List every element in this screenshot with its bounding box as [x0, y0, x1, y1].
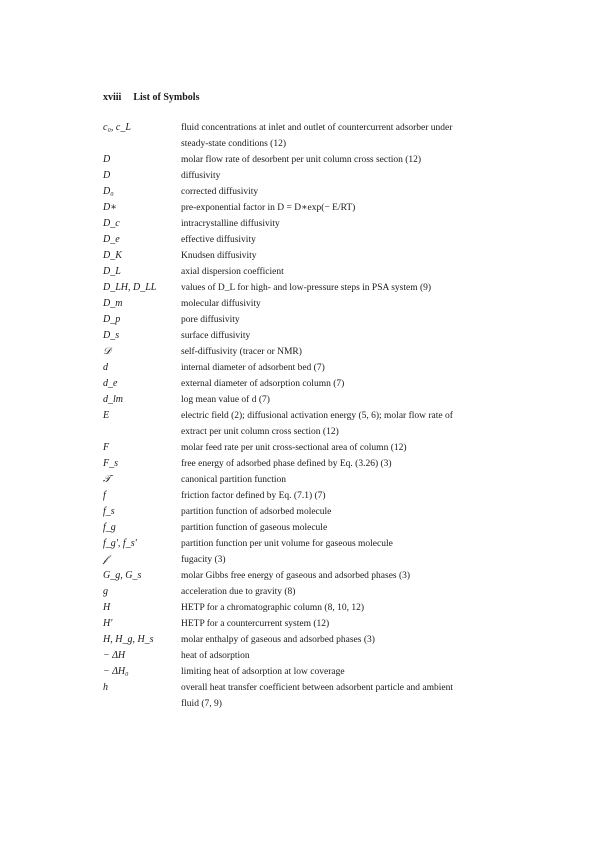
symbol: D_p	[103, 314, 121, 325]
symbol-entry	[103, 296, 463, 312]
definition: molar Gibbs free energy of gaseous and adsorbed phases (3)	[181, 571, 411, 581]
page-title: List of Symbols	[133, 92, 200, 103]
symbol-entry	[103, 280, 463, 296]
symbol-entry	[103, 440, 463, 456]
page-header	[103, 92, 199, 103]
symbol: f	[103, 490, 106, 501]
symbol-entry	[103, 568, 463, 584]
symbol-entry	[103, 488, 463, 504]
symbol-entry	[103, 632, 463, 648]
symbol-entry	[103, 584, 463, 600]
definition: intracrystalline diffusivity	[181, 219, 280, 229]
definition: pre-exponential factor in D = D∗exp(− E/RT)	[181, 203, 356, 213]
symbol-entry	[103, 616, 463, 632]
definition: effective diffusivity	[181, 235, 256, 245]
definition: HETP for a countercurrent system (12)	[181, 619, 330, 629]
symbol: G_g, G_s	[103, 570, 142, 581]
symbol: D	[103, 154, 111, 165]
definition: pore diffusivity	[181, 315, 240, 325]
definition: self-diffusivity (tracer or NMR)	[181, 347, 302, 357]
definition: overall heat transfer coefficient between adsorbent particle and ambient fluid (7, 9)	[181, 683, 454, 709]
definition: log mean value of d (7)	[181, 395, 270, 405]
symbol-entry	[103, 168, 463, 184]
symbol: D∗	[103, 202, 118, 213]
symbol: h	[103, 682, 108, 693]
symbol-entry	[103, 456, 463, 472]
symbol: d_lm	[103, 394, 123, 405]
definition: partition function of gaseous molecule	[181, 523, 328, 533]
symbol: D_L	[103, 266, 121, 277]
symbol-entry	[103, 472, 463, 488]
definition: free energy of adsorbed phase defined by Eq. (3.26) (3)	[181, 459, 392, 469]
definition: corrected diffusivity	[181, 187, 259, 197]
symbol: c₀, c_L	[103, 122, 131, 133]
definition: acceleration due to gravity (8)	[181, 587, 296, 597]
symbol: F_s	[103, 458, 118, 469]
symbol-entry	[103, 504, 463, 520]
symbol-entry	[103, 264, 463, 280]
symbol-entry	[103, 360, 463, 376]
symbol-entry	[103, 216, 463, 232]
definition: limiting heat of adsorption at low coverage	[181, 667, 345, 677]
symbol-entry	[103, 344, 463, 360]
definition: friction factor defined by Eq. (7.1) (7)	[181, 491, 326, 501]
symbol: D_m	[103, 298, 123, 309]
symbol: H'	[103, 618, 113, 629]
definition: HETP for a chromatographic column (8, 10, 12)	[181, 603, 365, 613]
definition: molar feed rate per unit cross-sectional area of column (12)	[181, 443, 407, 453]
symbol-entry	[103, 312, 463, 328]
symbol-entry	[103, 520, 463, 536]
symbol-entry	[103, 664, 463, 680]
definition: fluid concentrations at inlet and outlet of countercurrent adsorber under steady-state conditions (12)	[181, 123, 453, 149]
symbol: − ΔH	[103, 650, 126, 661]
symbol: D_LH, D_LL	[103, 282, 157, 293]
symbol: H	[103, 602, 111, 613]
definition: diffusivity	[181, 171, 221, 181]
symbol-entry	[103, 600, 463, 616]
symbol-entry	[103, 232, 463, 248]
symbol: E	[103, 410, 110, 421]
definition: molecular diffusivity	[181, 299, 261, 309]
definition: heat of adsorption	[181, 651, 250, 661]
symbol: F	[103, 442, 110, 453]
definition: canonical partition function	[181, 475, 286, 485]
definition: fugacity (3)	[181, 555, 226, 565]
symbol-entry	[103, 648, 463, 664]
symbol-entry	[103, 680, 463, 712]
definition: electric field (2); diffusional activation energy (5, 6); molar flow rate of extract per unit column cross section (12)	[181, 411, 453, 437]
symbol: f_s	[103, 506, 115, 517]
symbol: g	[103, 586, 108, 597]
symbol-entry	[103, 552, 463, 568]
symbol-entry	[103, 376, 463, 392]
symbol-list	[103, 120, 463, 712]
symbol: d_e	[103, 378, 118, 389]
symbol: D_s	[103, 330, 120, 341]
definition: internal diameter of adsorbent bed (7)	[181, 363, 325, 373]
definition: partition function of adsorbed molecule	[181, 507, 332, 517]
definition: molar flow rate of desorbent per unit column cross section (12)	[181, 155, 422, 165]
symbol-entry	[103, 392, 463, 408]
definition: molar enthalpy of gaseous and adsorbed phases (3)	[181, 635, 375, 645]
page-number: xviii	[103, 92, 122, 103]
symbol: f_g', f_s'	[103, 538, 137, 549]
definition: external diameter of adsorption column (7)	[181, 379, 345, 389]
symbol-entry	[103, 152, 463, 168]
definition: values of D_L for high- and low-pressure steps in PSA system (9)	[181, 283, 432, 293]
symbol: D_e	[103, 234, 120, 245]
symbol: D_c	[103, 218, 120, 229]
symbol-entry	[103, 120, 463, 152]
symbol: D_K	[103, 250, 122, 261]
symbol-entry	[103, 408, 463, 440]
symbol: 𝒻	[103, 554, 108, 565]
definition: partition function per unit volume for gaseous molecule	[181, 539, 393, 549]
symbol: − ΔH₀	[103, 666, 129, 677]
symbol: 𝒯	[103, 474, 111, 485]
symbol-entry	[103, 200, 463, 216]
definition: axial dispersion coefficient	[181, 267, 284, 277]
symbol-entry	[103, 248, 463, 264]
definition: surface diffusivity	[181, 331, 251, 341]
symbol: H, H_g, H_s	[103, 634, 154, 645]
symbol: D₀	[103, 186, 114, 197]
symbol: d	[103, 362, 108, 373]
symbol-entry	[103, 536, 463, 552]
definition: Knudsen diffusivity	[181, 251, 257, 261]
symbol-entry	[103, 328, 463, 344]
symbol: f_g	[103, 522, 116, 533]
symbol: D	[103, 170, 111, 181]
symbol-entry	[103, 184, 463, 200]
symbol: 𝒟	[103, 346, 111, 357]
